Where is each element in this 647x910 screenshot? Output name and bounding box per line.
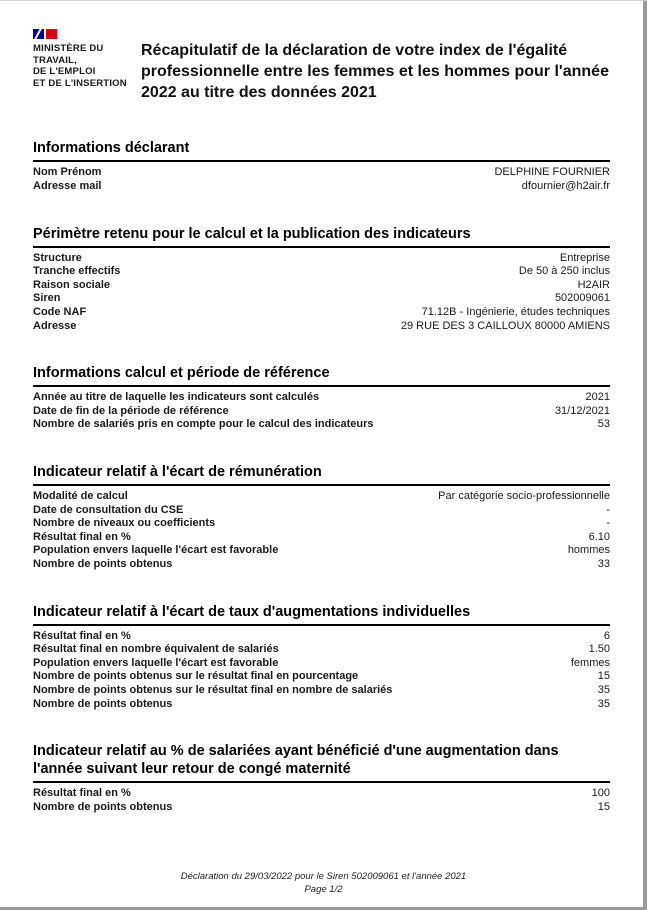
- field-label: Raison sociale: [33, 278, 111, 291]
- sections-container: [33, 139, 610, 814]
- field-label: Adresse mail: [33, 180, 102, 193]
- field-row: [33, 405, 610, 419]
- field-value: femmes: [570, 656, 610, 669]
- field-row: [33, 391, 610, 405]
- field-label: Tranche effectifs: [33, 265, 121, 278]
- field-value: H2AIR: [577, 278, 610, 291]
- field-label: Résultat final en %: [33, 530, 131, 543]
- field-value: Entreprise: [559, 251, 610, 264]
- field-label: Date de consultation du CSE: [33, 503, 184, 516]
- field-value: DELPHINE FOURNIER: [494, 166, 610, 179]
- field-value: 71.12B - Ingénierie, études techniques: [421, 306, 610, 318]
- field-value: hommes: [567, 544, 610, 557]
- field-value: Par catégorie socio-professionnelle: [438, 489, 610, 502]
- field-label: Population envers laquelle l'écart est favorable: [33, 544, 279, 557]
- section: [33, 742, 610, 814]
- field-label: Siren: [33, 292, 61, 305]
- section-rows: [33, 250, 610, 334]
- document-footer: [0, 870, 647, 896]
- field-label: Nombre de points obtenus sur le résultat final en nombre de salariés: [33, 683, 393, 696]
- field-value: 29 RUE DES 3 CAILLOUX 80000 AMIENS: [400, 319, 610, 332]
- document-title: Récapitulatif de la déclaration de votre index de l'égalité professionnelle entre les femmes et les hommes pour l'année 2022 au titre des données 2021: [141, 41, 609, 101]
- flag-blue-square: [33, 29, 44, 39]
- field-row: [33, 252, 610, 266]
- field-row: [33, 279, 610, 293]
- section-rows: [33, 389, 610, 432]
- field-value: 53: [597, 418, 610, 431]
- field-value: -: [606, 517, 610, 530]
- footer-page-number: Page 1/2: [304, 884, 343, 895]
- field-row: [33, 558, 610, 572]
- field-value: 31/12/2021: [554, 404, 610, 417]
- field-label: Résultat final en %: [33, 787, 131, 800]
- document-header: [33, 29, 610, 113]
- section-rows: [33, 488, 610, 572]
- field-value: De 50 à 250 inclus: [518, 265, 610, 278]
- field-value: 15: [597, 670, 610, 683]
- field-label: Nombre de points obtenus: [33, 800, 173, 813]
- ministry-name-line: TRAVAIL,: [33, 54, 77, 66]
- footer-declaration-line: Déclaration du 29/03/2022 pour le Siren 502009061 et l'année 2021: [180, 871, 467, 882]
- field-value: 100: [591, 787, 610, 800]
- section: [33, 463, 610, 572]
- section: [33, 225, 610, 334]
- section-heading: Informations calcul et période de référence: [33, 364, 610, 387]
- page-edge-right: [643, 1, 647, 910]
- field-label: Nombre de salariés pris en compte pour le calcul des indicateurs: [33, 418, 374, 431]
- section: [33, 364, 610, 432]
- field-label: Adresse: [33, 319, 77, 332]
- section: [33, 139, 610, 193]
- ministry-name-line: MINISTÈRE DU: [33, 43, 104, 54]
- ministry-name-line: DE L'EMPLOI: [33, 66, 96, 77]
- field-row: [33, 166, 610, 180]
- section-heading: Indicateur relatif au % de salariées ayant bénéficié d'une augmentation dans l'année suivant leur retour de congé maternité: [33, 742, 610, 783]
- field-label: Nombre de points obtenus: [33, 557, 173, 570]
- flag-red-square: [46, 29, 57, 39]
- field-row: [33, 292, 610, 306]
- field-label: Nombre de points obtenus: [33, 697, 173, 710]
- section-heading: Indicateur relatif à l'écart de rémunération: [33, 463, 610, 486]
- field-row: [33, 265, 610, 279]
- field-label: Année au titre de laquelle les indicateurs sont calculés: [33, 391, 320, 404]
- section-heading: Périmètre retenu pour le calcul et la publication des indicateurs: [33, 225, 610, 248]
- field-row: [33, 670, 610, 684]
- ministry-logo: [33, 29, 133, 89]
- page-content: [0, 1, 647, 814]
- field-value: 2021: [585, 391, 610, 404]
- field-row: [33, 531, 610, 545]
- section-heading: Informations déclarant: [33, 139, 610, 162]
- field-row: [33, 630, 610, 644]
- field-value: 35: [597, 697, 610, 710]
- field-row: [33, 517, 610, 531]
- field-row: [33, 657, 610, 671]
- section-rows: [33, 785, 610, 814]
- field-value: 15: [597, 800, 610, 813]
- field-value: 502009061: [554, 292, 610, 305]
- field-row: [33, 490, 610, 504]
- field-row: [33, 643, 610, 657]
- field-row: [33, 306, 610, 320]
- ministry-name: [33, 43, 133, 89]
- field-value: dfournier@h2air.fr: [521, 180, 610, 193]
- ministry-name-line: ET DE L'INSERTION: [33, 77, 127, 89]
- field-row: [33, 504, 610, 518]
- section-heading: Indicateur relatif à l'écart de taux d'augmentations individuelles: [33, 603, 610, 626]
- field-row: [33, 418, 610, 432]
- french-flag-marianne-icon: [33, 29, 133, 39]
- field-value: 6: [603, 629, 610, 642]
- field-value: 1.50: [588, 643, 610, 656]
- field-label: Résultat final en %: [33, 629, 131, 642]
- field-row: [33, 684, 610, 698]
- field-row: [33, 801, 610, 815]
- field-value: -: [606, 503, 610, 516]
- field-label: Nom Prénom: [33, 166, 102, 179]
- field-label: Nombre de points obtenus sur le résultat final en pourcentage: [33, 670, 359, 683]
- field-row: [33, 787, 610, 801]
- section-rows: [33, 164, 610, 193]
- field-value: 33: [597, 557, 610, 570]
- field-label: Structure: [33, 251, 82, 264]
- field-row: [33, 698, 610, 712]
- field-value: 35: [597, 683, 610, 696]
- field-row: [33, 320, 610, 334]
- field-row: [33, 180, 610, 194]
- field-label: Modalité de calcul: [33, 489, 128, 502]
- field-label: Résultat final en nombre équivalent de salariés: [33, 643, 279, 656]
- section-rows: [33, 628, 610, 712]
- section: [33, 603, 610, 712]
- field-row: [33, 544, 610, 558]
- field-label: Code NAF: [33, 306, 87, 318]
- field-label: Nombre de niveaux ou coefficients: [33, 517, 216, 530]
- field-label: Population envers laquelle l'écart est favorable: [33, 656, 279, 669]
- field-value: 6.10: [588, 530, 610, 543]
- field-label: Date de fin de la période de référence: [33, 404, 229, 417]
